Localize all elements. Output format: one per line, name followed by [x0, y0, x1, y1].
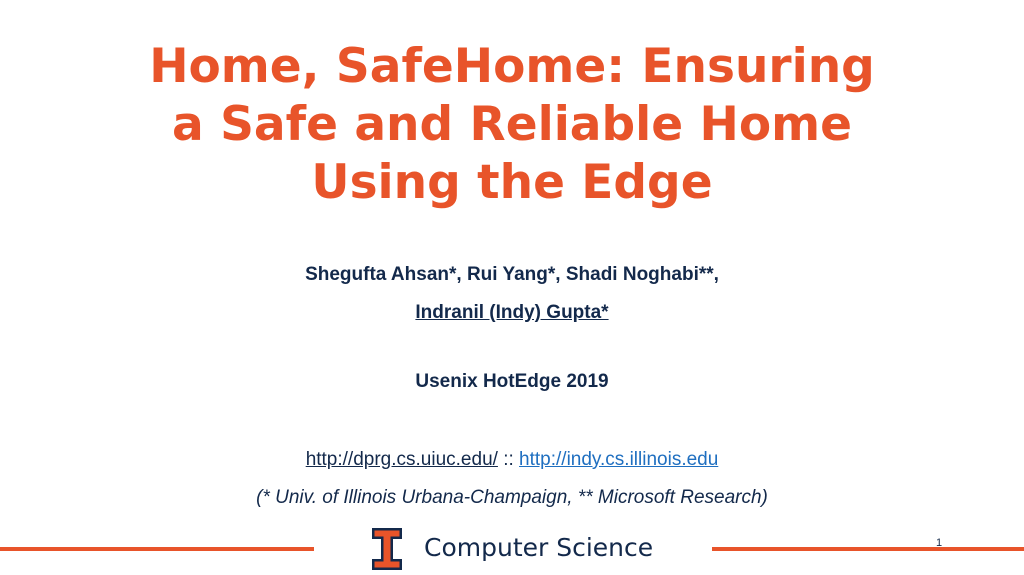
venue: Usenix HotEdge 2019: [415, 371, 609, 392]
title-line-1: Home, SafeHome: Ensuring: [149, 39, 875, 94]
indy-link[interactable]: http://indy.cs.illinois.edu: [519, 449, 719, 470]
footer-rule-right: [712, 547, 1024, 551]
department-name: Computer Science: [424, 533, 654, 562]
authors-line-1: Shegufta Ahsan*, Rui Yang*, Shadi Noghabi**,: [305, 264, 719, 285]
authors-line-2: Indranil (Indy) Gupta*: [415, 302, 609, 323]
page-number: 1: [936, 537, 943, 549]
footer-rule-left: [0, 547, 314, 551]
illinois-block-i-logo: [372, 528, 402, 570]
title-line-3: Using the Edge: [311, 155, 713, 210]
slide-title: [0, 38, 1024, 212]
links-row: [0, 449, 1024, 471]
dprg-link[interactable]: http://dprg.cs.uiuc.edu/: [305, 449, 498, 470]
title-line-2: a Safe and Reliable Home: [172, 97, 852, 152]
author-list: [0, 256, 1024, 332]
link-separator: ::: [497, 449, 520, 470]
affiliation-note: (* Univ. of Illinois Urbana-Champaign, ** Microsoft Research): [256, 487, 768, 508]
